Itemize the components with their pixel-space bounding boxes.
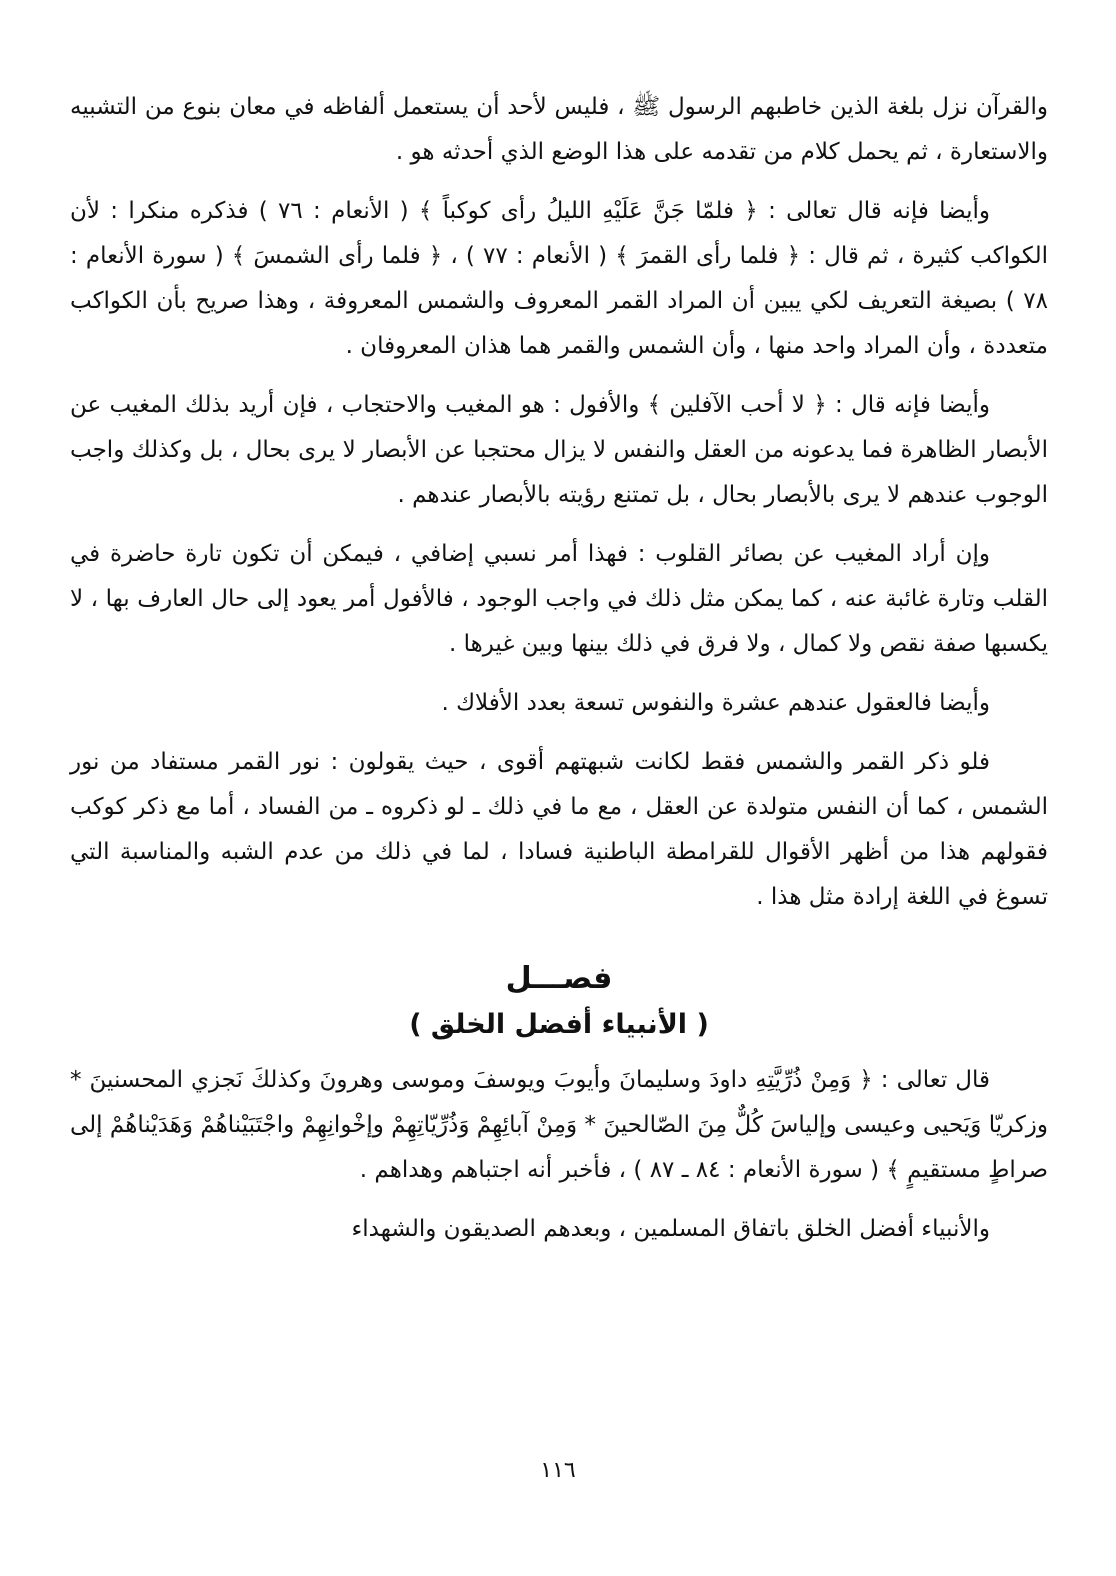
paragraph-quran-language: والقرآن نزل بلغة الذين خاطبهم الرسول ﷺ ، فليس لأحد أن يستعمل ألفاظه في معان بنوع من التشبيه والاستعارة ، ثم يحمل كلام من تقدمه على هذا الوضع الذي أحدثه هو . [70, 94, 1048, 165]
paragraph-uqul-nufus: وأيضا فالعقول عندهم عشرة والنفوس تسعة بعدد الأفلاك . [441, 690, 990, 716]
paragraph-prophets-verse: قال تعالى : ﴿ وَمِنْ ذُرِّيَّتِهِ داودَ وسليمانَ وأيوبَ ويوسفَ وموسى وهرونَ وكذلكَ نَجزي المحسنينَ * وزكريّا وَيَحيى وعيسى وإلياسَ كُلٌّ مِنَ الصّالحينَ * وَمِنْ آبائِهِمْ وَذُرِّيّاتِهِمْ وإخْوانِهِمْ واجْتَبَيْناهُمْ وَهَدَيْناهُمْ إلى صراطٍ مستقيمٍ ﴾ ( سورة الأنعام : ٨٤ ـ ٨٧ ) ، فأخبر أنه اجتباهم وهداهم . [70, 1067, 1048, 1183]
paragraph-prophets-best: والأنبياء أفضل الخلق باتفاق المسلمين ، وبعدهم الصديقون والشهداء [351, 1216, 990, 1242]
page-number: ١١٦ [540, 1458, 576, 1483]
paragraph-qamar-shams: فلو ذكر القمر والشمس فقط لكانت شبهتهم أقوى ، حيث يقولون : نور القمر مستفاد من نور الشمس ، كما أن النفس متولدة عن العقل ، مع ما في ذلك ـ لو ذكروه ـ من الفساد ، أما مع ذكر كوكب فقولهم هذا من أظهر الأقوال للقرامطة الباطنية فسادا ، لما في ذلك من عدم الشبه والمناسبة التي تسوغ في اللغة إرادة مثل هذا . [70, 749, 1048, 910]
paragraph-basair-qulub: وإن أراد المغيب عن بصائر القلوب : فهذا أمر نسبي إضافي ، فيمكن أن تكون تارة حاضرة في القلب وتارة غائبة عنه ، كما يمكن مثل ذلك في واجب الوجود ، فالأفول أمر يعود إلى حال العارف بها ، لا يكسبها صفة نقص ولا كمال ، ولا فرق في ذلك بينها وبين غيرها . [70, 541, 1048, 657]
document-page [70, 85, 1048, 1266]
paragraph-afilin-verse: وأيضا فإنه قال : ﴿ لا أحب الآفلين ﴾ والأفول : هو المغيب والاحتجاب ، فإن أريد بذلك المغيب عن الأبصار الظاهرة فما يدعونه من العقل والنفس لا يزال محتجبا عن الأبصار لا يرى بحال ، بل وكذلك واجب الوجوب عندهم لا يرى بالأبصار بحال ، بل تمتنع رؤيته بالأبصار عندهم . [70, 392, 1048, 508]
section-heading [70, 956, 1048, 1048]
section-title: فصـــل [505, 961, 613, 996]
section-subtitle: ( الأنبياء أفضل الخلق ) [409, 1009, 709, 1040]
paragraph-kawkab-verse: وأيضا فإنه قال تعالى : ﴿ فلمّا جَنَّ عَلَيْهِ الليلُ رأى كوكباً ﴾ ( الأنعام : ٧٦ ) فذكره منكرا : لأن الكواكب كثيرة ، ثم قال : ﴿ فلما رأى القمرَ ﴾ ( الأنعام : ٧٧ ) ، ﴿ فلما رأى الشمسَ ﴾ ( سورة الأنعام : ٧٨ ) بصيغة التعريف لكي يبين أن المراد القمر المعروف والشمس المعروفة ، وهذا صريح بأن الكواكب متعددة ، وأن المراد واحد منها ، وأن الشمس والقمر هما هذان المعروفان . [70, 198, 1048, 359]
